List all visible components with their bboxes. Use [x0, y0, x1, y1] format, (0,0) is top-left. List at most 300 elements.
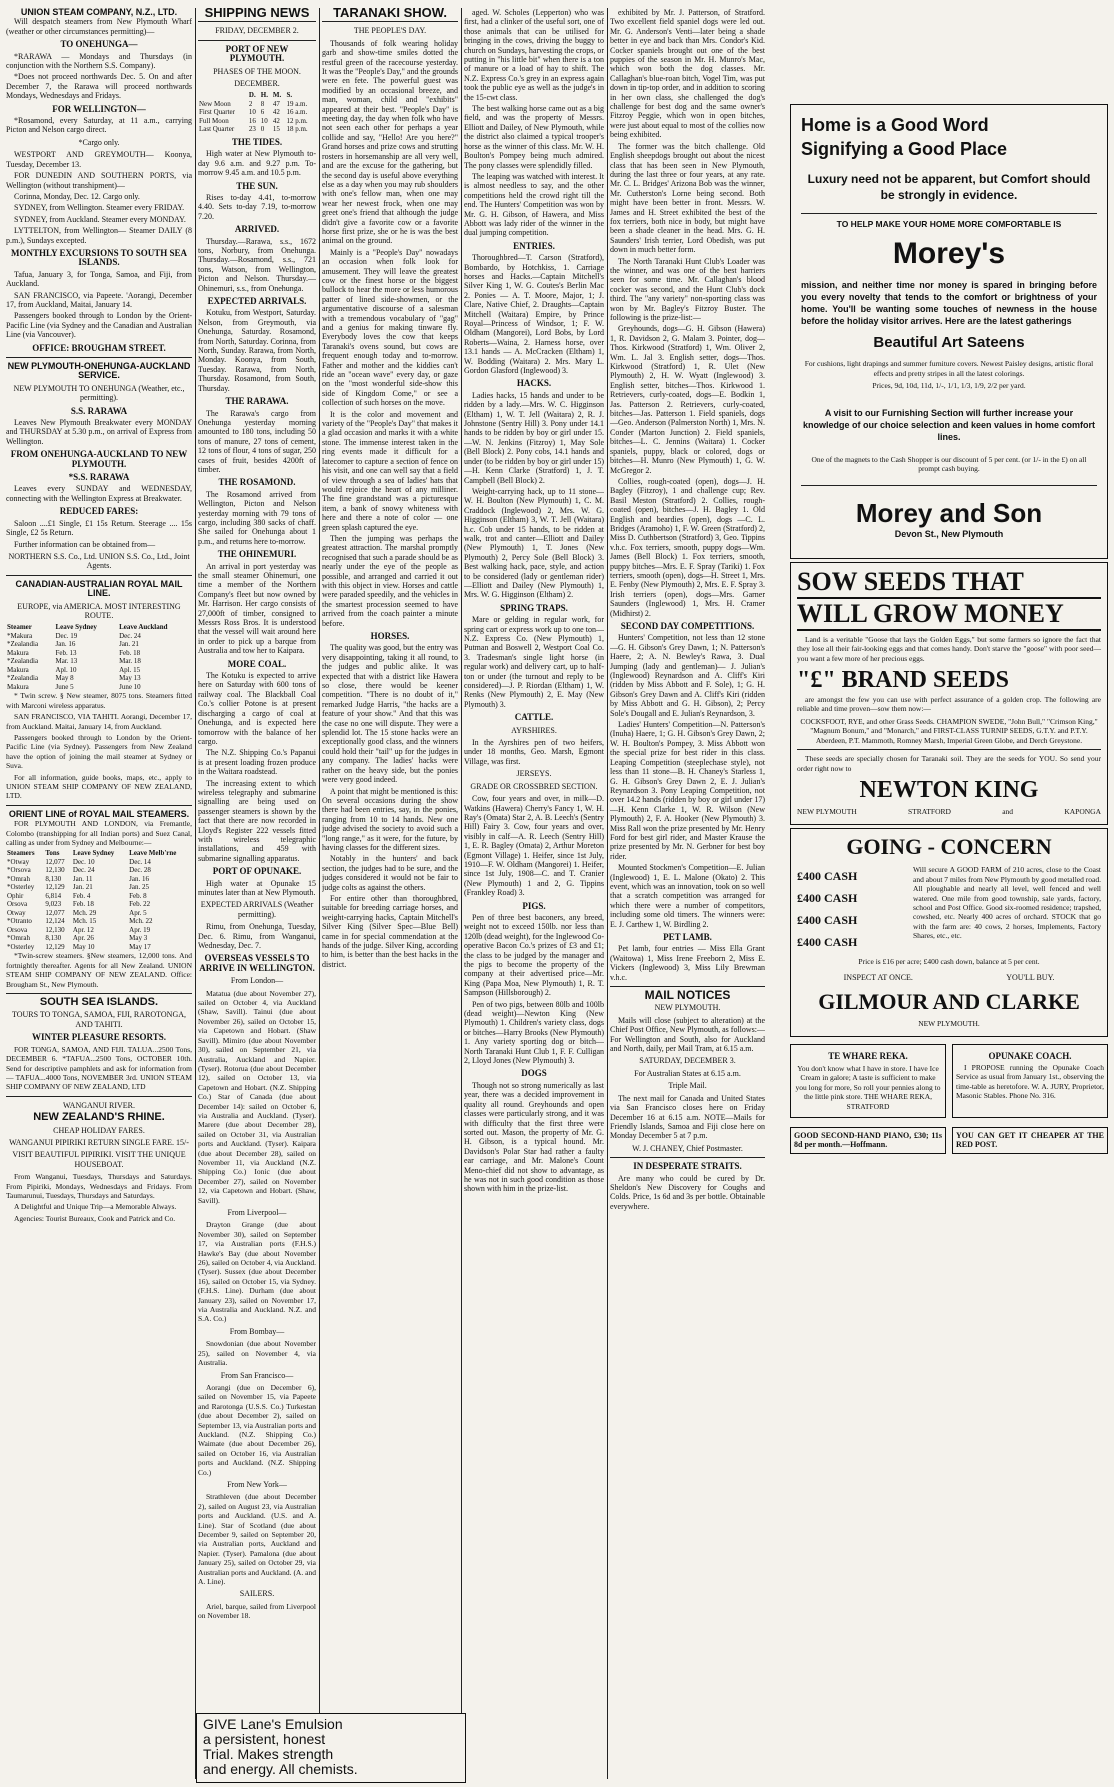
- desperate-heading: IN DESPERATE STRAITS.: [633, 1161, 742, 1172]
- excursions-heading: MONTHLY EXCURSIONS TO SOUTH SEA ISLANDS.: [10, 247, 188, 268]
- show2-paragraph-2: The best walking horse came out as a big field, and was the property of Messrs. Elliott and Dailey, of New Plymouth, while the district also claimed a typical trooper's horse as the winner of this class. Mr. W. H. Boulton's Pompey being much admired. The pony classes were splendidly filled.: [464, 104, 604, 170]
- europe-via-america: EUROPE, via AMERICA. MOST INTERESTING ROUTE.: [17, 601, 181, 620]
- gilmour-sub: NEW PLYMOUTH.: [918, 1019, 980, 1029]
- table-cell: Mar. 13: [55, 657, 78, 666]
- rarawa-text: The Rarawa's cargo from Onehunga yesterday morning amounted to 180 tons, including 50 tons of manure, 27 tons of cement, 12 tons of flour, 4 tons of sugar, 250 cases of fruit, besides 4200ft of timber.: [198, 408, 316, 474]
- table-cell: Feb. 8: [129, 891, 147, 900]
- table-cell: Feb. 13: [55, 648, 77, 657]
- wireless-text: The increasing extent to which wireless telegraphy and submarine signalling are being used on passenger steamers is shown by the fact that there are now recorded in Lloyd's Register 222 vessels fitted with wireless telegraphic installations, and 459 with submarine signalling apparatus.: [198, 778, 316, 863]
- table-cell: Ophir: [7, 891, 24, 900]
- canadian-sailing-row: [6, 640, 192, 649]
- coal-text: The Kotuku is expected to arrive here on Saturday with 600 tons of railway coal. The Blackball Coal Co.'s collier Potone is at present discharging a cargo of coal at Onehunga, and is expected here tomorrow with the balance of her cargo.: [198, 671, 316, 746]
- brand-sub: are amongst the few you can use with perfect assurance of a golden crop. The following are reliable and time proven—sow them now:—: [797, 695, 1101, 714]
- union-sub: Will despatch steamers from New Plymouth Wharf (weather or other circumstances permitting)—: [6, 17, 192, 36]
- table-cell: May 3: [129, 934, 148, 943]
- table-cell: May 10: [72, 942, 95, 951]
- opunake-coach-advert: [952, 1044, 1108, 1118]
- table-cell: Dec. 19: [55, 631, 78, 640]
- table-cell: 12,130: [45, 925, 65, 934]
- tafua-schedule: Tafua, January 3, for Tonga, Samoa, and Fiji, from Auckland.: [6, 269, 192, 289]
- cargo-only: *Cargo only.: [78, 137, 120, 147]
- table-cell: Mch. 29: [72, 908, 97, 917]
- moon-phase-row: [198, 125, 316, 134]
- cash-amount: £400 CASH: [797, 869, 858, 884]
- rosamond-text: The Rosamond arrived from Wellington, Picton and Nelson yesterday morning with 79 tons of cargo, including 380 sacks of chaff. She sailed for Onehunga about 1 p.m., and returns here to-morrow.: [198, 489, 316, 546]
- gilmour-clarke-advert: [790, 828, 1108, 1036]
- south-sea-islands-heading: SOUTH SEA ISLANDS.: [39, 996, 159, 1009]
- table-cell: Jan. 21: [72, 883, 93, 892]
- canadian-sailings-table: [6, 623, 192, 691]
- going-concern: GOING - CONCERN: [846, 834, 1052, 860]
- table-cell: Mar. 18: [119, 657, 141, 666]
- table-cell: Jan. 21: [119, 640, 139, 649]
- table-cell: Orsova: [7, 900, 28, 909]
- canadian-sailing-row: [6, 649, 192, 658]
- show2-paragraph-1: aged. W. Scholes (Lepperton) who was first, had a clinker of the useful sort, one of those animals that can be utilised for bringing in the cows, driving the buggy to church on Sundays, harvesting the crops, or putting in "his little bit" when there is a ton of manure or a load of hay to shift. The N.Z. Express Co.'s grey in an express again took the public eye as well as the judge's in the 15-cwt class.: [464, 8, 604, 102]
- table-cell: *Omrah: [7, 874, 30, 883]
- newton-king: NEWTON KING: [859, 776, 1039, 803]
- pet-lamb-heading: PET LAMB.: [663, 932, 712, 942]
- orient-sailing-row: [6, 883, 192, 892]
- table-cell: 12,129: [45, 883, 65, 892]
- moon-phase-row: [198, 100, 316, 109]
- furnishing-visit: A visit to our Furnishing Section will further increase your knowledge of our choice selection and keen values in home comfort lines.: [802, 407, 1096, 442]
- opunake-heading: PORT OF OPUNAKE.: [212, 866, 302, 877]
- help-make-home: TO HELP MAKE YOUR HOME MORE COMFORTABLE IS: [836, 219, 1062, 229]
- cash-amount: £400 CASH: [797, 891, 858, 906]
- table-cell: New Moon: [199, 99, 231, 108]
- farm-price: Price is £16 per acre; £400 cash down, balance at 5 per cent.: [858, 957, 1040, 967]
- show-paragraph-3: It is the color and movement and variety of the "People's Day" that makes it a glad occasion and marks it with a white stone. The immense interest taken in the ring events made it difficult for a latecomer to capture a section of fence on his visit, and one can well say that a field of view through a sea of ladies' hats that would rejoice the heart of any milliner. The fine grandstand was a picturesque item, a bank of snowy whiteness with here and there a note of color — one green splash captured the eye.: [322, 409, 458, 532]
- morey-and-son: Morey and Son: [855, 498, 1043, 529]
- ohinemuri-text: An arrival in port yesterday was the small steamer Ohinemuri, one time a member of the Northern Company's fleet but now owned by Mr. Harrison. Her cargo consists of 27,000ft of timber, consigned to Messrs Ross Bros. It is understood that the vessel will wait around here in order to pick up a barque from Australia and tow her to Kaipara.: [198, 561, 316, 656]
- table-cell: Apr. 12: [72, 925, 94, 934]
- overseas-liverpool: Drayton Grange (due about November 30), sailed on September 17, via Australian ports (F.H.S.) Hawke's Bay (due about November 26), sailed on October 4, via Auckland. (Tyser). Sussex (due about December 16), sailed on October 15, via Sydney. (F.H.S. Line). Durham (due about January 23), sailed on November 17, via Australia and Auckland. N.Z. and S.A. Co.): [198, 1220, 316, 1324]
- canadian-sailing-row: [6, 666, 192, 675]
- red-post-advert: YOU CAN GET IT CHEAPER AT THE RED POST.: [952, 1127, 1108, 1154]
- show-paragraph-2: Mainly is a "People's Day" nowadays an occasion when folk look for amusement. They will leave the greatest cow or the finest horse or the biggest bullock to hear the more or less humorous patter of lined side-showmen, or the argumentative discourse of a salesman with a tremendous vocabulary of "gag" and a genius for making tinware fly. Everybody loves the cow that keeps Taranaki's ovens sound, but cows are frequent enough today and to-morrow. Father and mother and the kiddies can't ride an "ocean wave" every day, or gaze on the "most wonderful side-show this side of Kingdom Come," or see a collection of such horses on the move.: [322, 247, 458, 408]
- sydney-wellington: SYDNEY, from Wellington. Steamer every FRIDAY.: [14, 203, 185, 213]
- table-cell: 10: [248, 108, 256, 117]
- coach-text: I PROPOSE running the Opunake Coach Service as usual from January 1st., observing the time-table as heretofore. W. A. JURY, Proprietor, Masonic Stables. Phone No. 316.: [956, 1062, 1104, 1101]
- moon-phase-row: [198, 108, 316, 117]
- table-cell: Mch. 15: [72, 917, 97, 926]
- sun-text: Rises to-day 4.41, to-morrow 4.40. Sets to-day 7.19, to-morrow 7.20.: [198, 192, 316, 221]
- rarawa-schedule: *RARAWA — Mondays and Thursdays (in conjunction with the Northern S.S. Company).: [6, 51, 192, 71]
- moreys-logo: Morey's: [892, 237, 1006, 271]
- lanes-emulsion-advert: [196, 1713, 466, 1783]
- to-onehunga: TO ONEHUNGA—: [60, 39, 138, 50]
- show-paragraph-7: Notably in the hunters' and back section, the judges had to be sure, and the judges considered it would not be fair to judge colts as against the others.: [322, 854, 458, 892]
- lane-line-2: a persistent, honest: [203, 1731, 326, 1747]
- table-cell: Dec. 10: [72, 857, 95, 866]
- sow-seeds: SOW SEEDS THAT: [797, 567, 1101, 599]
- table-cell: *Orsova: [7, 866, 31, 875]
- table-cell: 23: [248, 125, 256, 134]
- papanui-text: The N.Z. Shipping Co.'s Papanui is at present loading frozen produce in the Waitara roadstead.: [198, 748, 316, 777]
- wanganui-river: WANGANUI RIVER.: [63, 1100, 135, 1110]
- table-header-cell: Leave Sydney: [72, 849, 115, 858]
- table-cell: May 8: [55, 674, 74, 683]
- table-cell: Makura: [7, 682, 29, 691]
- expected-text: Kotuku, from Westport, Saturday. Nelson, from Greymouth, via Onehunga, Saturday. Rosamond, from North, Saturday. Corinna, from North, Sunday. Rarawa, from North, Monday. Koonya, from South, Tuesday. Rarawa, from North, Thursday. Rosamond, from South, Thursday.: [198, 308, 316, 393]
- table-cell: *Omrah: [7, 934, 30, 943]
- dogs-text: Though not so strong numerically as last year, there was a decided improvement in quality all round. Greyhounds and open classes were particularly strong, and it was with difficulty that the first three were sorted out. Mason, the property of Mr. G. H. Gibson, is a typical hound. Mr. Davidson's Polar Star had rather a faulty ear carriage, and Mr. Malone's Count Meno-chief did not show to advantage, as he was not in such good condition as those shown with him in the prize-list.: [464, 1080, 604, 1194]
- table-header-cell: Steamer: [7, 623, 32, 632]
- table-cell: 42: [272, 116, 280, 125]
- whare-reka-advert: [790, 1044, 946, 1118]
- orient-sailing-row: [6, 917, 192, 926]
- booked-through: Passengers booked through to London by the Orient-Pacific Line (via Sydney). Passengers from New Zealand have the option of joining the mail steamer at Sydney or Suva.: [6, 732, 192, 771]
- show-paragraph-1: Thousands of folk wearing holiday garb and show-time smiles dotted the restful green of the racecourse yesterday. It was the "People's Day," and the grounds were en fete. The powerful guest was modified by an occasional breeze, and man, woman, child and "exhibits" appeared at their best. "People's Day" is meeting day, the day when folk who have not seen each other for perhaps a year collide and say, "Hello! Are you here?" Grand horses and prize cows and strutting rosters in horsemanship are all very well, and are the excuse for the gathering, but the second day is useful above everything else as a day when you may rub shoulders with one's fellow man, when one may wear her newest frock, when one may greet one's friend that although the judge didn't give a favorite cow or a favorite horse first prize, she or he is was the best animal on the ground.: [322, 38, 458, 246]
- table-header-cell: Tons: [45, 849, 60, 858]
- table-cell: 16: [248, 116, 256, 125]
- mail-triple: Triple Mail.: [668, 1081, 707, 1091]
- mail-sub: NEW PLYMOUTH.: [654, 1003, 721, 1013]
- table-cell: Dec. 24: [72, 866, 95, 875]
- taranaki-show-column-3: [610, 8, 765, 1779]
- onehunga-service-heading: NEW PLYMOUTH-ONEHUNGA-AUCKLAND SERVICE.: [7, 361, 191, 381]
- table-cell: 12,130: [45, 866, 65, 875]
- sateen-prices: Prices, 9d, 10d, 11d, 1/-, 1/1, 1/3, 1/9, 2/2 per yard.: [872, 381, 1026, 391]
- opunake-text: High water at Opunake 15 minutes later than at New Plymouth.: [198, 878, 316, 897]
- entries-heading: ENTRIES.: [513, 240, 555, 251]
- shipping-news-title: SHIPPING NEWS: [204, 8, 310, 20]
- gilmour-and-clarke: GILMOUR AND CLARKE: [818, 989, 1080, 1015]
- agencies: Agencies: Tourist Bureaux, Cook and Patrick and Co.: [14, 1213, 176, 1223]
- from-onehunga: FROM ONEHUNGA-AUCKLAND TO NEW PLYMOUTH.: [10, 449, 188, 469]
- table-cell: *Zealandia: [7, 674, 39, 683]
- home-good-word: Home is a Good Word: [801, 115, 989, 135]
- taranaki-show-column-1: [322, 8, 458, 1779]
- table-cell: 15: [272, 125, 280, 134]
- table-header-cell: [198, 91, 248, 100]
- table-cell: *Otranto: [7, 917, 32, 926]
- onehunga-sub: NEW PLYMOUTH TO ONEHUNGA (Weather, etc., permitting).: [13, 383, 185, 403]
- table-cell: Dec. 14: [129, 857, 151, 866]
- mission-text: mission, and neither time nor money is spared in bringing before you every novelty that tends to the comfort or brightness of your home. You'll be wanting some touches of newness in the house before the holiday visitor arrives. Here are the latest gatherings: [801, 280, 1097, 327]
- orient-sailing-row: [6, 909, 192, 918]
- table-cell: Dec. 28: [129, 866, 151, 875]
- canadian-line-heading: CANADIAN-AUSTRALIAN ROYAL MAIL LINE.: [15, 578, 183, 599]
- moon-phases: PHASES OF THE MOON.: [213, 66, 301, 76]
- mail-text: Mails will close (subject to alteration) at the Chief Post Office, New Plymouth, as follows:— For Wellington and South, also for Auckland and North, daily, per Mail Tram, at 6.15 a.m.: [610, 1015, 765, 1054]
- lane-line-3: Trial. Makes strength: [203, 1746, 334, 1762]
- seeds-list: COCKSFOOT, RYE, and other Grass Seeds. CHAMPION SWEDE, "John Bull," "Crimson King," "Magnum Bonum," and "Monarch," and FIRST-CLASS TURNIP SEEDS, G.T.Y. and P.T.Y. Aberdeen, P.T. Mammoth, Romney Marsh, Imperial Green Globe, and Derch Greystone.: [800, 716, 1098, 745]
- table-cell: 8,130: [45, 934, 62, 943]
- table-header-cell: D.: [248, 91, 256, 100]
- expected-heading: EXPECTED ARRIVALS.: [207, 296, 307, 307]
- table-cell: Apl. 10: [55, 665, 77, 674]
- orient-sailings-table: [6, 849, 192, 951]
- mail-next: The next mail for Canada and United States via San Francisco closes here on Friday December 16 at 6.15 a.m. NOTE—Mails for Friendly Islands, Samoa and Fiji close here on Monday December 5 at 7 p.m.: [610, 1093, 765, 1141]
- pipiriki-fare: WANGANUI PIPIRIKI RETURN SINGLE FARE. 15/-: [9, 1137, 189, 1147]
- info-apply: For all information, guide books, maps, etc., apply to UNION STEAM SHIP COMPANY OF NEW ZEALAND, LTD.: [6, 772, 192, 801]
- ayrshires-heading: AYRSHIRES.: [511, 725, 557, 735]
- table-cell: 12,077: [45, 908, 65, 917]
- london-booking: Passengers booked through to London by the Orient-Pacific Line (via Sydney and the Canadian and Australian Line (via Vancouver).: [6, 311, 192, 340]
- moon-table: [198, 91, 316, 134]
- table-header-cell: Leave Auckland: [119, 623, 168, 632]
- pigs-text: Pen of three best baconers, any breed, weight not to exceed 150lb. nor less than 120lb (dead weight), for the Inglewood Co-operative Bacon Co.'s prizes of £3 and £1; the class to be judged by the manager and the pigs to become the property of the company at their advertised price—Mr. King (Papa Moa, New Plymouth) 1, R. T. Sampson (Hillsborough) 2.: [464, 912, 604, 998]
- moon-month: DECEMBER.: [234, 79, 280, 89]
- table-cell: Feb. 22: [129, 900, 151, 909]
- mail-notices-title: MAIL NOTICES: [644, 988, 731, 1003]
- sun-heading: THE SUN.: [236, 180, 278, 191]
- pigs-heading: PIGS.: [522, 900, 546, 911]
- table-cell: June 10: [119, 682, 141, 691]
- taranaki-show-column-2: [464, 8, 604, 1779]
- overseas-london: Matatua (due about November 27), sailed on October 4, via Auckland (Shaw, Savill). Tainui (due about November 26), sailed on October 15, via Capetown and Hobart. (Shaw Savill). Mimiro (due about November 30), sailed on September 21, via Australia, Auckland and Napier. (Tyser). Rotorua (due about December 12), sailed on October 13, via Capetown and Hobart. (N.Z. Shipping Co.) Star of Canada (due about December 14): sailed on October 6, via Australia and Auckland. (Tyser). Marere (due about December 28), sailed on October 31, via Australian ports and Auckland. (Tyser). Kaipara (due about December 28), sailed on November 11, via Auckland (N.Z. Shipping Co.) Ionic (due about December 27), sailed on November 12, via Capetown and Hobart. (Shaw, Savill).: [198, 988, 316, 1205]
- table-cell: Jan. 25: [129, 883, 149, 892]
- table-cell: Feb. 4: [72, 891, 91, 900]
- table-cell: Orsova: [7, 925, 28, 934]
- table-cell: *Zealandia: [7, 640, 39, 649]
- table-cell: 8: [260, 99, 265, 108]
- show-paragraph-4: Then the jumping was perhaps the greatest attraction. The marshal promptly recognised that such a parade should be as nearly under the eye of the people as possible, and arranged and carried it out with this object in view. Horses and cattle were paraded speedily, and the vehicles in the smartest procession seemed to have arrived from the coach painter a minute before.: [322, 533, 458, 628]
- table-cell: *Makura: [7, 631, 33, 640]
- cushions-text: For cushions, light drapings and summer furniture covers. Newest Paisley designs, artistic floral effects and pretty stripes in all the latest colorings.: [804, 359, 1094, 378]
- coal-heading: MORE COAL.: [227, 658, 287, 669]
- grow-money: WILL GROW MONEY: [797, 599, 1101, 631]
- tours: TOURS TO TONGA, SAMOA, FIJI, RAROTONGA, AND TAHITI.: [11, 1010, 187, 1029]
- show3-paragraph-1: exhibited by Mr. J. Patterson, of Stratford. Two excellent field spaniel dogs were led out. Mr. G. Anderson's Venti—later being a shade better in eye and back than Mrs. Condor's Kid. Cocker spaniels brought out one of the best puppies of the season in Mr. H. Munro's Mac, which won both the dog classes. Mr. Callaghan's blue-roan bitch, Vogel Tim, was put down in tip-top order, and in addition to scoring in her own class, she challenged the dog's challenge for best dog and the same owner's Fitzroy Peggie, which won in open bitches, were just about equal to most of the collies now being exhibited.: [610, 8, 765, 140]
- prize-list-2: Collies, rough-coated (open), dogs—J. H. Bagley (Fitzroy), 1 and challenge cup; Rev. Basil Meston (Stratford) 2. Collies, rough-coated (open), bitches—J. H. Bagley 1. Old English and beardies (open), dogs —C. L. Bridges (Aramoho) 1, F. W. Green (Stratford) 2, Miss D. Cuthbertson (Stratford) 3, Geo. Tippins v.h.c. Fox terriers, smooth, puppy dogs—Wm. James (Bell Block) 1. Fox terriers, smooth, puppy bitches—Mrs. E. F. Spray (Tariki) 1. Fox terriers, smooth (open), dogs—H. Street 1, Mrs. E. Fenby (New Plymouth) 2, Mrs. E. F. Spray 3. Irish terriers (open), dogs—Mrs. Garner Saunders (Inglewood) 1, Mrs. H. Cramer (Midhirst) 2.: [610, 476, 765, 618]
- rarawa-heading: THE RARAWA.: [225, 396, 289, 407]
- joint-agents: NORTHERN S.S. Co., Ltd. UNION S.S. Co., Ltd., Joint Agents.: [8, 551, 190, 571]
- newton-places: [797, 807, 1101, 816]
- good-place: Signifying a Good Place: [801, 139, 1008, 159]
- moreys-advert: [790, 104, 1108, 559]
- overseas-newyork: Strathleven (due about December 2), sailed on August 23, via Australian ports and Auckland. (U.S. and A. Line). Star of Scotland (due about December 9, sailed on September 20, via Australian ports, Auckland and Napier. (Tyser). Pamalona (due about January 25), sailed on October 29, via Australian ports and Auckland. (A. and A. Line).: [198, 1492, 316, 1587]
- canadian-sailing-row: [6, 674, 192, 683]
- cash-amount: £400 CASH: [797, 935, 858, 950]
- table-cell: 47: [272, 99, 280, 108]
- from-london: From London—: [230, 976, 284, 986]
- coach-heading: OPUNAKE COACH.: [988, 1050, 1072, 1061]
- cash-amount: £400 CASH: [797, 913, 858, 928]
- cheap-fares: CHEAP HOLIDAY FARES.: [53, 1125, 145, 1135]
- table-cell: 16 a.m.: [286, 108, 308, 117]
- special-text: These seeds are specially chosen for Taranaki soil. They are the seeds for YOU. So send your order right now to: [797, 754, 1101, 773]
- orient-sailing-row: [6, 926, 192, 935]
- rarawa-leaves: Leaves New Plymouth Breakwater every MONDAY and THURSDAY at 5.30 p.m., on arrival of Express from Wellington.: [6, 418, 192, 446]
- sydney-auckland: SYDNEY, from Auckland. Steamer every MONDAY.: [14, 214, 186, 224]
- ayrshires-text: In the Ayrshires pen of two heifers, under 18 months, Geo. Marsh, Egmont Village, was first.: [464, 738, 604, 766]
- sateens-heading: Beautiful Art Sateens: [873, 334, 1025, 352]
- opunake-expected: Rimu, from Onehunga, Tuesday, Dec. 6. Rimu, from Wanganui, Wednesday, Dec. 7.: [198, 922, 316, 951]
- table-cell: Feb. 18: [119, 648, 141, 657]
- twin-screw-note: * Twin screw. § New steamer, 8075 tons. Steamers fitted with Marconi wireless apparatus.: [6, 691, 192, 710]
- traps-text: Mare or gelding in regular work, for spring cart or express work up to one ton—N.Z. Express Co. (New Plymouth) 1, Putman and Boswell 2, Westport Coal Co. 3. Tradesman's single light horse (in regular work) and delivery cart, up to half-ton or under (the turnout and reply to be considered)—J. P. Riordan (Eltham) 1, W. Renks (New Plymouth) 2, E. May (New Plymouth) 3.: [464, 615, 604, 709]
- ss-rarawa-2: *S.S. RARAWA: [68, 472, 130, 483]
- visit-pipiriki: VISIT BEAUTIFUL PIPIRIKI. VISIT THE UNIQUE HOUSEBOAT.: [12, 1150, 186, 1169]
- lane-line-1: GIVE Lane's Emulsion: [203, 1716, 343, 1732]
- orient-sailing-row: [6, 866, 192, 875]
- table-cell: *Osterley: [7, 942, 35, 951]
- overseas-heading: OVERSEAS VESSELS TO ARRIVE IN WELLINGTON.: [199, 953, 315, 973]
- second-day-text-2: Ladies' Hunters' Competition—N. Patterson's (Inuha) Haere, 1; G. H. Gibson's Grey Dawn, 2; W. H. Boulton's Pompey, 3. Miss Abbott won the special prize for best rider in this class. Leaping Competition (steeplechase style), not less than 11 stone—B. H. Chaney's Starless 1, G. H. Gibson's Grey Dawn 2, E. J. Julian's Reynardson 3. Pony Leaping Competition, not over 14.2 hands (ridden by boy or girl under 17)—H. Kenn Clarke 1, W. R. Wilson (New Plymouth) 2, F. A. Hooker (New Plymouth) 3. Miss Rall won the prize presented by Mr. Henry Ford for best girl rider, and Master Krause the prize presented by Mr. N. Gerbner for best boy rider.: [610, 720, 765, 861]
- youll-buy: YOU'LL BUY.: [1006, 972, 1055, 982]
- farm-description: Will secure A GOOD FARM of 210 acres, close to the Coast and about 7 miles from New Plymouth by good metalled road. All ploughable and nearly all level, well fenced and well watered. One mile from good township, sale yards, factory, school and Post Office. Good six-roomed residence; trapshed, cowshed, etc. Nearly 400 acres of orchard. STOCK that go with the farm are: 40 cows, 2 horses, Implements, Factory Shares, etc., etc.: [913, 865, 1101, 941]
- horses-heading: HORSES.: [370, 631, 410, 641]
- orient-note: *Twin-screw steamers. §New steamers, 12,000 tons. And fortnightly thereafter. Agents for all New Zealand. UNION STEAM SHIP COMPANY OF NEW ZEALAND. Office: Brougham St., New Plymouth.: [6, 951, 192, 989]
- sanfran-tahiti: SAN FRANCISCO, VIA TAHITI. Aorangi, December 17, from Auckland. Maitai, January 14, from Auckland.: [6, 712, 192, 731]
- table-cell: Jan. 16: [129, 874, 149, 883]
- table-cell: Last Quarter: [199, 125, 235, 134]
- brand-seeds: "£" BRAND SEEDS: [797, 667, 1010, 694]
- sailers-text: Ariel, barque, sailed from Liverpool on November 18.: [198, 1601, 316, 1621]
- rosamond-schedule: *Rosamond, every Saturday, at 11 a.m., carrying Picton and Nelson cargo direct.: [6, 116, 192, 135]
- table-cell: Otway: [7, 908, 26, 917]
- hacks-text-2: Weight-carrying hack, up to 11 stone—W. H. Boulton (New Plymouth) 1, C. M. Craddock (Inglewood) 2, Mrs. W. G. Higginson (Eltham) 3, W. T. Jell (Waitara) h.c. Cob under 15 hands, to be ridden at walk, trot and canter—Elliott and Dailey (New Plymouth) 1, T. Jones (New Plymouth) 2, Percy Sole (Bell Block) 3. Best walking hack, pace, style, and action to be considered (lady or gentleman rider)—Elliott and Dailey (New Plymouth) 1, Mrs. W. G. Higginson (Eltham) 2.: [464, 486, 604, 600]
- table-header-cell: M.: [272, 91, 282, 100]
- newton-place: KAPONGA: [1064, 806, 1101, 816]
- overseas-sanfran: Aorangi (due on December 6), sailed on November 15, via Papeete and Rarotonga (U.S.S. Co.) Turkestan (due about December 2), sailed on September 13, via Australian ports and Auckland. (N.Z. Shipping Co.) Waimate (due about December 26), sailed on October 16, via Australian ports and Auckland. (N.Z. Shipping Co.): [198, 1382, 316, 1477]
- table-cell: Mch. 22: [129, 917, 153, 926]
- show-paragraph-8: For entire other than thoroughbred, suitable for breeding carriage horses, and weight-carrying hacks, Captain Mitchell's Silver King (Silver Spec—Blue Bell) came in for special commendation at the hands of the judge. Silver King, according to him, is better than the best hacks in the district.: [322, 893, 458, 969]
- dogs-heading: DOGS: [521, 1068, 547, 1079]
- mail-saturday: SATURDAY, DECEMBER 3.: [639, 1056, 736, 1066]
- table-cell: Apr. 26: [72, 934, 94, 943]
- from-newyork: From New York—: [227, 1479, 287, 1489]
- canadian-sailing-row: [6, 632, 192, 641]
- table-cell: Apl. 15: [119, 665, 141, 674]
- tours-detail: FOR TONGA, SAMOA, AND FIJI. TALUA...2500 Tons, DECEMBER 6. *TAFUA...2500 Tons, OCTOBER 10th. Send for descriptive pamphlets and ask for information from— TAFUA...4000 Tons, NOVEMBER 3rd. UNION STEAM SHIP COMPANY OF NEW ZEALAND, LTD: [6, 1044, 192, 1092]
- sanfran-schedule: SAN FRANCISCO, via Papeete. 'Aorangi, December 17, from Auckland, Maitai, January 14.: [6, 290, 192, 309]
- table-cell: *Osterley: [7, 883, 35, 892]
- table-cell: 42: [272, 108, 280, 117]
- traps-heading: SPRING TRAPS.: [500, 602, 568, 613]
- orient-line-heading: ORIENT LINE of ROYAL MAIL STEAMERS.: [8, 808, 190, 819]
- cattle-heading: CATTLE.: [514, 712, 554, 723]
- table-cell: Feb. 18: [72, 900, 94, 909]
- mail-australia: For Australian States at 6.15 a.m.: [634, 1068, 741, 1078]
- prize-list: Greyhounds, dogs—G. H. Gibson (Hawera) 1, R. Davidson 2, G. Malam 3. Pointer, dog—Thos. Kirkwood (Stratford) 1, Wm. Oliver 2, Wm. L. Jal 3. English setter, dogs—Thos. Kirkwood (Stratford) 1, R. Ulet (New Plymouth) 2, H. W. Wyatt (Inglewood) 3. English setter, bitches—Thos. Kirkwood 1. Retrievers, curly-coated, dogs—E. Bodkin 1, Jas. Patterson 2. Retrievers, curly-coated, bitches—Jas. Patterson 1. Field spaniels, dogs—Geo. Anderson (Palmerston North) 1, Mrs. N. Conder (Marton Junction) 2. Field spaniels, bitches—L. C. Jennins (Waitara) 1. Cocker spaniels, puppy, black or colored, dogs or bitches—H. Munro (New Plymouth) 1, G. W. McGregor 2.: [610, 324, 765, 475]
- table-cell: 6: [260, 108, 265, 117]
- inspect-at-once: INSPECT AT ONCE.: [843, 972, 913, 982]
- table-cell: 12,077: [45, 857, 65, 866]
- table-cell: Apr. 19: [129, 925, 151, 934]
- show-title: TARANAKI SHOW.: [333, 8, 447, 20]
- table-cell: Dec. 24: [119, 631, 141, 640]
- overseas-bombay: Snowdonian (due about November 25), sailed on November 4, via Australia.: [198, 1339, 316, 1368]
- table-cell: 12 p.m.: [286, 116, 308, 125]
- canadian-sailing-row: [6, 683, 192, 692]
- union-company-heading: UNION STEAM COMPANY, N.Z., LTD.: [20, 8, 178, 17]
- delightful-trip: A Delightful and Unique Trip—a Memorable Always.: [14, 1202, 177, 1212]
- orient-sailing-row: [6, 900, 192, 909]
- grade-heading: GRADE OR CROSSBRED SECTION.: [470, 781, 598, 791]
- corinna-schedule: Corinna, Monday, Dec. 12. Cargo only.: [14, 191, 140, 201]
- show3-paragraph-3: The North Taranaki Hunt Club's Loader was the winner, and was one of the best harriers seen for some time. Mr. Callaghan's blood cocker was second, and the Hunt Club's dock third. The "any variety" non-sporting class was won by Mr. Bagley's Fitzroy Buster. The following is the prize-list:—: [610, 256, 765, 322]
- show-subtitle: THE PEOPLE'S DAY.: [353, 26, 427, 36]
- moon-phase-row: [198, 117, 316, 126]
- table-cell: May 13: [119, 674, 141, 683]
- table-cell: *Otway: [7, 857, 30, 866]
- small-ads-row: [790, 1041, 1108, 1121]
- second-day-heading: SECOND DAY COMPETITIONS.: [620, 621, 755, 631]
- opunake-expected-heading: EXPECTED ARRIVALS (Weather permitting).: [200, 900, 314, 919]
- table-cell: Makura: [7, 648, 29, 657]
- table-header-cell: Leave Melb'rne: [129, 849, 177, 858]
- show-paragraph-5: The quality was good, but the entry was very disappointing, taking it all round, to the judges and public alike. It was expected that with a district like Hawera so close, there would be keener competition. "There is no doubt of it," remarked Judge Harris, "the hacks are a feature of your show." And that this was the case no one will dispute. They were a splendid lot. The 15 stone hacks were an exceptionally good class, and the winners could hold their "tail" up for the judges in any company. The ladies' hacks were rather on the heavy side, but the ponies were very good indeed.: [322, 643, 458, 785]
- piano-advert: GOOD SECOND-HAND PIANO, £30; 11s 8d per month.—Hoffmann.: [790, 1127, 946, 1154]
- second-day-text-3: Mounted Stockmen's Competition—E. Julian (Inglewood) 1, E. L. Malone (Okato) 2. This event, which was an innovation, took on so well that a scratch competition was arranged for which there were a number of competitors, including some old timers. The winners were: E. J. Carthew 1, W. Birdling 2.: [610, 863, 765, 929]
- dunedin-schedule: FOR DUNEDIN AND SOUTHERN PORTS, via Wellington (without transhipment)—: [6, 171, 192, 190]
- pet-lamb-text: Pet lamb, four entries — Miss Ella Grant (Waitowa) 1, Miss Irene Freeborn 2, Miss E. Vickers (Inglewood) 3, Miss Lily Brewman v.h.c.: [610, 944, 765, 982]
- jerseys-text: Cow, four years and over, in milk—D. Watkins (Hawera) Cherry's Fancy 1, W. H. Ray's (Omata) Star 2, A. B. Leech's (Sentry Hill) Fairy 3. Cow, four years and over, visibly in calf—A. R. Leech (Sentry Hill) 1, E. R. Bagley (Omata) 2, Arthur Moreton (Egmont Village) 1. Heifer, since 1st July, 1910—F. W. Oldham (Mangorei) 1. Heifer, since 1st July, 1908—C. and T. Cranier (New Plymouth) 1 and 2, G. Tippins (Frankley Road) 3.: [464, 794, 604, 898]
- mail-sign: W. J. CHANEY, Chief Postmaster.: [632, 1143, 743, 1153]
- land-text: Land is a veritable "Goose that lays the Golden Eggs," but some farmers so ignore the fact that they lose all their fair-looking eggs and that comes handy. Don't starve the "goose" with poor seed—you want a few more of her precious eggs.: [797, 634, 1101, 663]
- whare-heading: TE WHARE REKA.: [828, 1050, 908, 1061]
- table-cell: June 5: [55, 682, 74, 691]
- from-liverpool: From Liverpool—: [227, 1208, 287, 1217]
- show2-paragraph-3: The leaping was watched with interest. It is almost needless to say, and the other competitions held the crowd right till the end. The Hunters' Competition was won by Mr. G. H. Gibson, of Hawera, and Miss Abbott was lady rider of the winner in the dual jumping competition.: [464, 171, 604, 238]
- rosamond-heading: THE ROSAMOND.: [218, 477, 296, 488]
- whare-text: You don't know what I have in store. I have Ice Cream in galore; A taste is sufficient to make you long for more, So roll your pennies along to the little pink store. THE WHARE REKA, STRATFORD: [795, 1063, 941, 1111]
- winter-resorts: WINTER PLEASURE RESORTS.: [32, 1032, 166, 1043]
- devon-street: Devon St., New Plymouth: [894, 529, 1004, 540]
- from-sanfran: From San Francisco—: [220, 1370, 294, 1380]
- table-cell: 9,023: [45, 900, 62, 909]
- desperate-text: Are many who could be cured by Dr. Sheldon's New Discovery for Coughs and Colds. Price, 1s 6d and 3s per bottle. Obtainable everywhere.: [610, 1173, 765, 1211]
- lyttelton-schedule: LYTTELTON, from Wellington— Steamer DAILY (8 p.m.), Sundays excepted.: [6, 226, 192, 245]
- orient-sailing-row: [6, 934, 192, 943]
- orient-sailing-row: [6, 875, 192, 884]
- from-bombay: From Bombay—: [229, 1326, 285, 1336]
- arrived-heading: ARRIVED.: [234, 224, 280, 235]
- rarawa-sunday: Leaves every SUNDAY and WEDNESDAY, connecting with the Wellington Express at Breakwater.: [6, 484, 192, 503]
- tides-heading: THE TIDES.: [231, 136, 283, 147]
- reduced-fares: REDUCED FARES:: [59, 506, 139, 517]
- newton-place: and: [1002, 806, 1014, 816]
- table-cell: First Quarter: [199, 108, 235, 117]
- table-cell: 10: [260, 116, 268, 125]
- hacks-heading: HACKS.: [516, 378, 552, 389]
- union-office: OFFICE: BROUGHAM STREET.: [32, 342, 166, 353]
- cash-list: [797, 865, 907, 953]
- entries-text: Thoroughbred—T. Carson (Stratford), Bombardo, by Hotchkiss, 1. Carriage horses and Hacks.—Captain Mitchell's Silver King 1, W. G. Coutes's Berlin Mac 2. Ponies — A. T. Moore, Major, 1; J. Clare, Native Chief, 2. Draughts—Captain Mitchell (Waitara) Empire, by Prince Royal—Princess of Windsor, 1; F. W. Oldham (Mangorei), Lord Bobs, by Lord Roberts—Waina, 2. Harness horse, over 13.1 hands — A. McCracken (Eltham) 1, W. Bodding (Waitara) 2. Mrs. Mary L. Gordon Glasford (Inglewood) 3.: [464, 253, 604, 376]
- table-cell: 6,814: [45, 891, 62, 900]
- table-cell: Apr. 5: [129, 908, 147, 917]
- table-cell: 18 p.m.: [286, 125, 308, 134]
- show-paragraph-6: A point that might be mentioned is this: On several occasions during the show there had been entries, say, in the ponies, ranging from 10 to 14 hands. New one judge advised the society to avoid such a "long range," as it were, for the future, by having classes for the different sizes.: [322, 786, 458, 852]
- pigs-text-2: Pen of two pigs, between 80lb and 100lb (dead weight)—Newton King (New Plymouth) 1. Children's variety class, dogs or bitches—Harry Brooks (New Plymouth) 1. Any variety sporting dog or bitch—North Taranaki Hunt Club 1, F. F. Culligan 2, Lloyd Jones (New Plymouth) 3.: [464, 999, 604, 1066]
- fares: Saloon ....£1 Single, £1 15s Return. Steerage .... 15s Single, £2 5s Return.: [6, 518, 192, 538]
- table-cell: 12,129: [45, 942, 65, 951]
- table-cell: *Zealandia: [7, 657, 39, 666]
- port-heading: PORT OF NEW PLYMOUTH.: [225, 43, 289, 64]
- show3-paragraph-2: The former was the bitch challenge. Old English sheepdogs brought out about the nicest class that has been seen in New Plymouth, during the last three or four years, at any rate. Mr. C. L. Bridges' Arizona Bob was the winner, Mr. Cutherston's Lorne being second. Both might have been better in front. Messrs. W. James and H. Street exhibited the best of the fox terriers, both nice in body, but might have been a shade cleaner in the head. Mrs. G. H. Saunders' Irish terrier, Lord Obedish, was put down in much better form.: [610, 141, 765, 255]
- table-cell: 19 a.m.: [286, 99, 308, 108]
- table-header-cell: S.: [286, 91, 293, 100]
- ohinemuri-heading: THE OHINEMURI.: [217, 549, 297, 560]
- for-wellington: FOR WELLINGTON—: [52, 103, 146, 114]
- table-cell: 12,124: [45, 917, 65, 926]
- westport-schedule: WESTPORT AND GREYMOUTH— Koonya, Tuesday, December 13.: [6, 150, 192, 169]
- newton-place: NEW PLYMOUTH: [797, 806, 857, 816]
- discount-text: One of the magnets to the Cash Shopper is our discount of 5 per cent. (or 1/- in the £) on all prompt cash buying.: [811, 454, 1087, 474]
- hacks-text: Ladies hacks, 15 hands and under to be ridden by a lady.—Mrs. W. C. Higginson (Eltham) 1, W. T. Jell (Waitara) 2, R. J. Johnstone (Sentry Hill) 3. Pony under 14.1 hands to be ridden by boy or girl under 15.—W. N. Jenkins (Fitzroy) 1, May Sole (Bell Block) 2. Pony cobs, 14.1 hands and under (to be ridden by boy or girl under 15)—H. Kenn Clarke (Stratford) 1, J. T. Campbell (Bell Block) 2.: [464, 390, 604, 485]
- lane-line-4: and energy. All chemists.: [203, 1761, 358, 1777]
- table-header-cell: Leave Sydney: [55, 623, 97, 632]
- zealands-rhine: NEW ZEALAND'S RHINE.: [33, 1111, 165, 1124]
- ss-rarawa: S.S. RARAWA: [70, 405, 128, 416]
- shipping-advertisements-column: [6, 8, 192, 1779]
- orient-sailing-row: [6, 943, 192, 952]
- tides-text: High water at New Plymouth to-day 9.6 a.m. and 9.27 p.m. To-morrow 9.45 a.m. and 10.5 p.m.: [198, 149, 316, 178]
